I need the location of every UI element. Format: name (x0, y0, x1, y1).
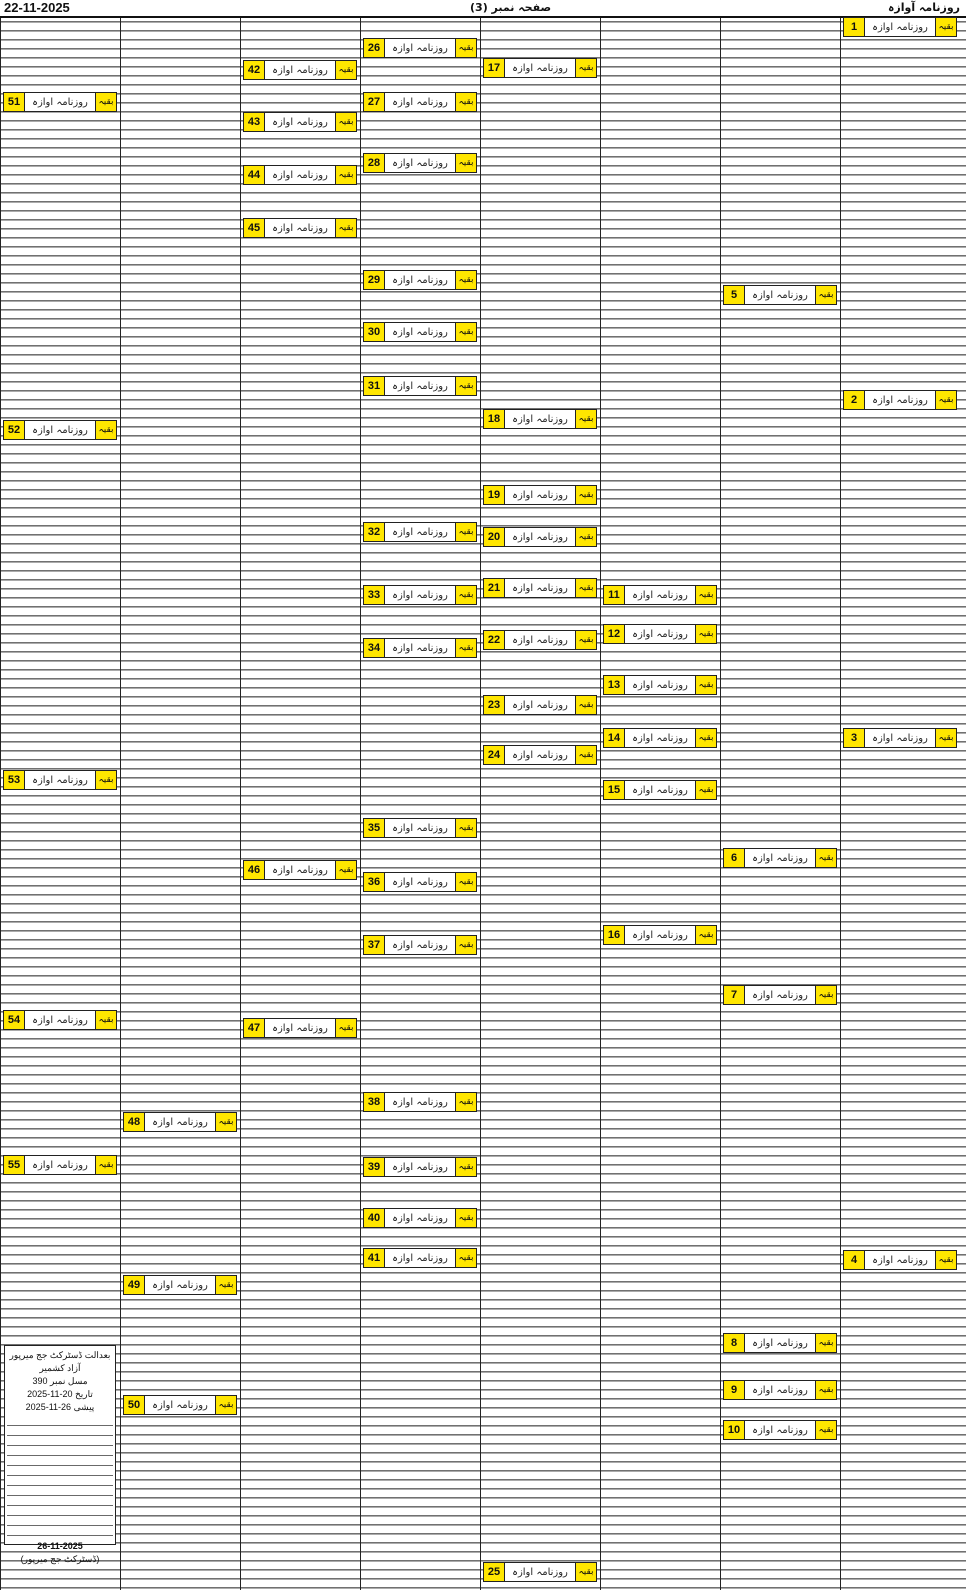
continuation-box-2 (843, 390, 957, 410)
continuation-box-55 (3, 1155, 117, 1175)
continuation-box-44 (243, 165, 357, 185)
continuation-number: 47 (244, 1019, 265, 1037)
continuation-box-53 (3, 770, 117, 790)
continuation-label: روزنامہ آوازہ (872, 21, 928, 33)
continuation-box-47 (243, 1018, 357, 1038)
continuation-tag: بقیہ (935, 18, 956, 36)
court-notice (4, 1345, 116, 1564)
continuation-number: 16 (604, 926, 625, 944)
continuation-tag: بقیہ (455, 154, 476, 172)
continuation-number: 29 (364, 271, 385, 289)
continuation-number: 37 (364, 936, 385, 954)
continuation-number: 55 (4, 1156, 25, 1174)
continuation-box-27 (363, 92, 477, 112)
continuation-number: 33 (364, 586, 385, 604)
continuation-box-38 (363, 1092, 477, 1112)
continuation-label: روزنامہ آوازہ (632, 784, 688, 796)
continuation-number: 50 (124, 1396, 145, 1414)
continuation-tag: بقیہ (455, 523, 476, 541)
continuation-number: 25 (484, 1563, 505, 1581)
continuation-number: 52 (4, 421, 25, 439)
continuation-number: 22 (484, 631, 505, 649)
continuation-tag: بقیہ (695, 729, 716, 747)
continuation-number: 46 (244, 861, 265, 879)
continuation-box-25 (483, 1562, 597, 1582)
continuation-number: 49 (124, 1276, 145, 1294)
continuation-number: 18 (484, 410, 505, 428)
continuation-box-33 (363, 585, 477, 605)
continuation-box-43 (243, 112, 357, 132)
continuation-label: روزنامہ آوازہ (752, 1337, 808, 1349)
continuation-tag: بقیہ (935, 1251, 956, 1269)
continuation-label: روزنامہ آوازہ (392, 157, 448, 169)
continuation-box-4 (843, 1250, 957, 1270)
continuation-tag: بقیہ (695, 926, 716, 944)
continuation-label: روزنامہ آوازہ (752, 1424, 808, 1436)
notice-body-date: 26-11-2025 (37, 1541, 83, 1551)
continuation-tag: بقیہ (575, 410, 596, 428)
continuation-label: روزنامہ آوازہ (392, 1252, 448, 1264)
continuation-tag: بقیہ (695, 676, 716, 694)
continuation-number: 1 (844, 18, 865, 36)
continuation-number: 9 (724, 1381, 745, 1399)
continuation-box-12 (603, 624, 717, 644)
continuation-label: روزنامہ آوازہ (512, 634, 568, 646)
continuation-box-13 (603, 675, 717, 695)
continuation-number: 3 (844, 729, 865, 747)
continuation-label: روزنامہ آوازہ (512, 531, 568, 543)
continuation-label: روزنامہ آوازہ (152, 1399, 208, 1411)
newspaper-name: روزنامہ آوازہ (887, 1, 960, 14)
continuation-label: روزنامہ آوازہ (392, 326, 448, 338)
notice-body (7, 1420, 113, 1540)
continuation-label: روزنامہ آوازہ (632, 679, 688, 691)
continuation-tag: بقیہ (695, 625, 716, 643)
continuation-number: 45 (244, 219, 265, 237)
continuation-label: روزنامہ آوازہ (752, 989, 808, 1001)
continuation-number: 44 (244, 166, 265, 184)
notice-hearing-date: پیشی 26-11-2025 (25, 1402, 95, 1412)
continuation-box-19 (483, 485, 597, 505)
continuation-box-31 (363, 376, 477, 396)
continuation-number: 54 (4, 1011, 25, 1029)
continuation-tag: بقیہ (815, 1334, 836, 1352)
continuation-number: 39 (364, 1158, 385, 1176)
continuation-tag: بقیہ (815, 849, 836, 867)
continuation-tag: بقیہ (815, 286, 836, 304)
continuation-tag: بقیہ (575, 59, 596, 77)
page-number: صفحہ نمبر (3) (470, 1, 552, 14)
continuation-label: روزنامہ آوازہ (32, 1159, 88, 1171)
notice-court-line: بعدالت ڈسٹرکٹ جج میرپور آزاد کشمیر (9, 1350, 111, 1373)
continuation-tag: بقیہ (215, 1396, 236, 1414)
continuation-box-52 (3, 420, 117, 440)
continuation-number: 53 (4, 771, 25, 789)
continuation-box-29 (363, 270, 477, 290)
column-5 (360, 18, 481, 1590)
continuation-number: 48 (124, 1113, 145, 1131)
continuation-label: روزنامہ آوازہ (32, 96, 88, 108)
continuation-tag: بقیہ (455, 873, 476, 891)
continuation-number: 30 (364, 323, 385, 341)
continuation-label: روزنامہ آوازہ (392, 642, 448, 654)
continuation-tag: بقیہ (455, 639, 476, 657)
continuation-number: 12 (604, 625, 625, 643)
continuation-label: روزنامہ آوازہ (392, 526, 448, 538)
notice-date: تاریخ 20-11-2025 (27, 1389, 93, 1399)
continuation-label: روزنامہ آوازہ (32, 1014, 88, 1026)
continuation-number: 43 (244, 113, 265, 131)
continuation-label: روزنامہ آوازہ (32, 424, 88, 436)
continuation-label: روزنامہ آوازہ (392, 1212, 448, 1224)
continuation-box-11 (603, 585, 717, 605)
continuation-tag: بقیہ (815, 986, 836, 1004)
continuation-number: 14 (604, 729, 625, 747)
continuation-label: روزنامہ آوازہ (272, 1022, 328, 1034)
continuation-box-26 (363, 38, 477, 58)
continuation-label: روزنامہ آوازہ (752, 289, 808, 301)
continuation-label: روزنامہ آوازہ (272, 864, 328, 876)
continuation-number: 38 (364, 1093, 385, 1111)
continuation-number: 32 (364, 523, 385, 541)
continuation-label: روزنامہ آوازہ (272, 64, 328, 76)
continuation-tag: بقیہ (455, 936, 476, 954)
column-4 (480, 18, 601, 1590)
continuation-box-24 (483, 745, 597, 765)
continuation-box-49 (123, 1275, 237, 1295)
continuation-box-40 (363, 1208, 477, 1228)
continuation-number: 40 (364, 1209, 385, 1227)
continuation-label: روزنامہ آوازہ (392, 1161, 448, 1173)
continuation-tag: بقیہ (575, 696, 596, 714)
continuation-box-14 (603, 728, 717, 748)
continuation-label: روزنامہ آوازہ (272, 169, 328, 181)
continuation-number: 13 (604, 676, 625, 694)
continuation-tag: بقیہ (455, 1209, 476, 1227)
continuation-label: روزنامہ آوازہ (392, 1096, 448, 1108)
continuation-box-21 (483, 578, 597, 598)
issue-date: 22-11-2025 (4, 0, 70, 15)
continuation-label: روزنامہ آوازہ (392, 96, 448, 108)
continuation-box-32 (363, 522, 477, 542)
continuation-tag: بقیہ (455, 39, 476, 57)
continuation-label: روزنامہ آوازہ (632, 628, 688, 640)
notice-signature: (ڈسٹرکٹ جج میرپور) (20, 1554, 100, 1564)
continuation-tag: بقیہ (95, 93, 116, 111)
continuation-box-35 (363, 818, 477, 838)
continuation-box-39 (363, 1157, 477, 1177)
continuation-label: روزنامہ آوازہ (392, 822, 448, 834)
continuation-box-18 (483, 409, 597, 429)
continuation-number: 2 (844, 391, 865, 409)
continuation-number: 6 (724, 849, 745, 867)
continuation-tag: بقیہ (95, 1011, 116, 1029)
continuation-number: 19 (484, 486, 505, 504)
continuation-tag: بقیہ (335, 219, 356, 237)
continuation-label: روزنامہ آوازہ (392, 42, 448, 54)
continuation-tag: بقیہ (95, 1156, 116, 1174)
continuation-label: روزنامہ آوازہ (272, 222, 328, 234)
continuation-label: روزنامہ آوازہ (752, 852, 808, 864)
continuation-box-34 (363, 638, 477, 658)
column-3 (600, 18, 721, 1590)
continuation-label: روزنامہ آوازہ (632, 589, 688, 601)
continuation-tag: بقیہ (455, 586, 476, 604)
continuation-tag: بقیہ (575, 486, 596, 504)
continuation-label: روزنامہ آوازہ (632, 929, 688, 941)
continuation-label: روزنامہ آوازہ (392, 876, 448, 888)
continuation-label: روزنامہ آوازہ (392, 380, 448, 392)
continuation-number: 4 (844, 1251, 865, 1269)
continuation-box-10 (723, 1420, 837, 1440)
continuation-box-37 (363, 935, 477, 955)
continuation-tag: بقیہ (335, 113, 356, 131)
continuation-tag: بقیہ (455, 1158, 476, 1176)
continuation-box-3 (843, 728, 957, 748)
continuation-number: 8 (724, 1334, 745, 1352)
continuation-number: 27 (364, 93, 385, 111)
continuation-number: 31 (364, 377, 385, 395)
continuation-label: روزنامہ آوازہ (752, 1384, 808, 1396)
continuation-tag: بقیہ (575, 1563, 596, 1581)
continuation-label: روزنامہ آوازہ (512, 699, 568, 711)
continuation-tag: بقیہ (95, 421, 116, 439)
continuation-label: روزنامہ آوازہ (512, 62, 568, 74)
continuation-box-6 (723, 848, 837, 868)
continuation-number: 7 (724, 986, 745, 1004)
continuation-label: روزنامہ آوازہ (512, 489, 568, 501)
continuation-label: روزنامہ آوازہ (512, 413, 568, 425)
continuation-tag: بقیہ (455, 1093, 476, 1111)
notice-case-number: مسل نمبر 390 (32, 1376, 88, 1386)
continuation-label: روزنامہ آوازہ (392, 939, 448, 951)
continuation-tag: بقیہ (575, 746, 596, 764)
continuation-tag: بقیہ (575, 528, 596, 546)
continuation-tag: بقیہ (695, 781, 716, 799)
continuation-label: روزنامہ آوازہ (392, 274, 448, 286)
continuation-tag: بقیہ (935, 729, 956, 747)
continuation-label: روزنامہ آوازہ (872, 1254, 928, 1266)
column-1 (840, 18, 966, 1590)
continuation-box-42 (243, 60, 357, 80)
continuation-label: روزنامہ آوازہ (512, 1566, 568, 1578)
column-6 (240, 18, 361, 1590)
continuation-number: 23 (484, 696, 505, 714)
continuation-box-48 (123, 1112, 237, 1132)
continuation-box-9 (723, 1380, 837, 1400)
continuation-number: 15 (604, 781, 625, 799)
continuation-box-51 (3, 92, 117, 112)
continuation-number: 51 (4, 93, 25, 111)
continuation-tag: بقیہ (455, 377, 476, 395)
continuation-box-45 (243, 218, 357, 238)
continuation-box-41 (363, 1248, 477, 1268)
continuation-number: 34 (364, 639, 385, 657)
continuation-box-22 (483, 630, 597, 650)
continuation-tag: بقیہ (455, 819, 476, 837)
continuation-number: 5 (724, 286, 745, 304)
continuation-box-54 (3, 1010, 117, 1030)
continuation-box-17 (483, 58, 597, 78)
continuation-box-28 (363, 153, 477, 173)
continuation-box-46 (243, 860, 357, 880)
continuation-tag: بقیہ (335, 61, 356, 79)
continuation-number: 26 (364, 39, 385, 57)
continuation-label: روزنامہ آوازہ (272, 116, 328, 128)
continuation-tag: بقیہ (335, 861, 356, 879)
continuation-number: 41 (364, 1249, 385, 1267)
continuation-tag: بقیہ (695, 586, 716, 604)
continuation-label: روزنامہ آوازہ (632, 732, 688, 744)
continuation-label: روزنامہ آوازہ (872, 732, 928, 744)
continuation-tag: بقیہ (215, 1276, 236, 1294)
continuation-box-30 (363, 322, 477, 342)
continuation-label: روزنامہ آوازہ (512, 749, 568, 761)
continuation-label: روزنامہ آوازہ (152, 1116, 208, 1128)
continuation-tag: بقیہ (455, 323, 476, 341)
continuation-box-36 (363, 872, 477, 892)
continuation-box-15 (603, 780, 717, 800)
continuation-tag: بقیہ (335, 1019, 356, 1037)
continuation-box-16 (603, 925, 717, 945)
continuation-tag: بقیہ (215, 1113, 236, 1131)
continuation-number: 21 (484, 579, 505, 597)
continuation-box-1 (843, 17, 957, 37)
continuation-label: روزنامہ آوازہ (152, 1279, 208, 1291)
continuation-tag: بقیہ (575, 631, 596, 649)
page-header (0, 0, 966, 18)
continuation-tag: بقیہ (455, 271, 476, 289)
continuation-box-50 (123, 1395, 237, 1415)
continuation-tag: بقیہ (575, 579, 596, 597)
continuation-number: 35 (364, 819, 385, 837)
continuation-number: 28 (364, 154, 385, 172)
continuation-box-23 (483, 695, 597, 715)
continuation-label: روزنامہ آوازہ (872, 394, 928, 406)
continuation-number: 10 (724, 1421, 745, 1439)
continuation-tag: بقیہ (455, 1249, 476, 1267)
continuation-label: روزنامہ آوازہ (32, 774, 88, 786)
continuation-tag: بقیہ (935, 391, 956, 409)
continuation-number: 11 (604, 586, 625, 604)
continuation-box-7 (723, 985, 837, 1005)
column-2 (720, 18, 841, 1590)
continuation-tag: بقیہ (815, 1421, 836, 1439)
continuation-box-5 (723, 285, 837, 305)
continuation-box-8 (723, 1333, 837, 1353)
continuation-number: 20 (484, 528, 505, 546)
continuation-number: 36 (364, 873, 385, 891)
continuation-tag: بقیہ (95, 771, 116, 789)
column-7 (120, 18, 241, 1590)
continuation-label: روزنامہ آوازہ (512, 582, 568, 594)
continuation-tag: بقیہ (455, 93, 476, 111)
continuation-number: 42 (244, 61, 265, 79)
continuation-number: 17 (484, 59, 505, 77)
continuation-box-20 (483, 527, 597, 547)
continuation-tag: بقیہ (335, 166, 356, 184)
continuation-tag: بقیہ (815, 1381, 836, 1399)
continuation-number: 24 (484, 746, 505, 764)
continuation-label: روزنامہ آوازہ (392, 589, 448, 601)
